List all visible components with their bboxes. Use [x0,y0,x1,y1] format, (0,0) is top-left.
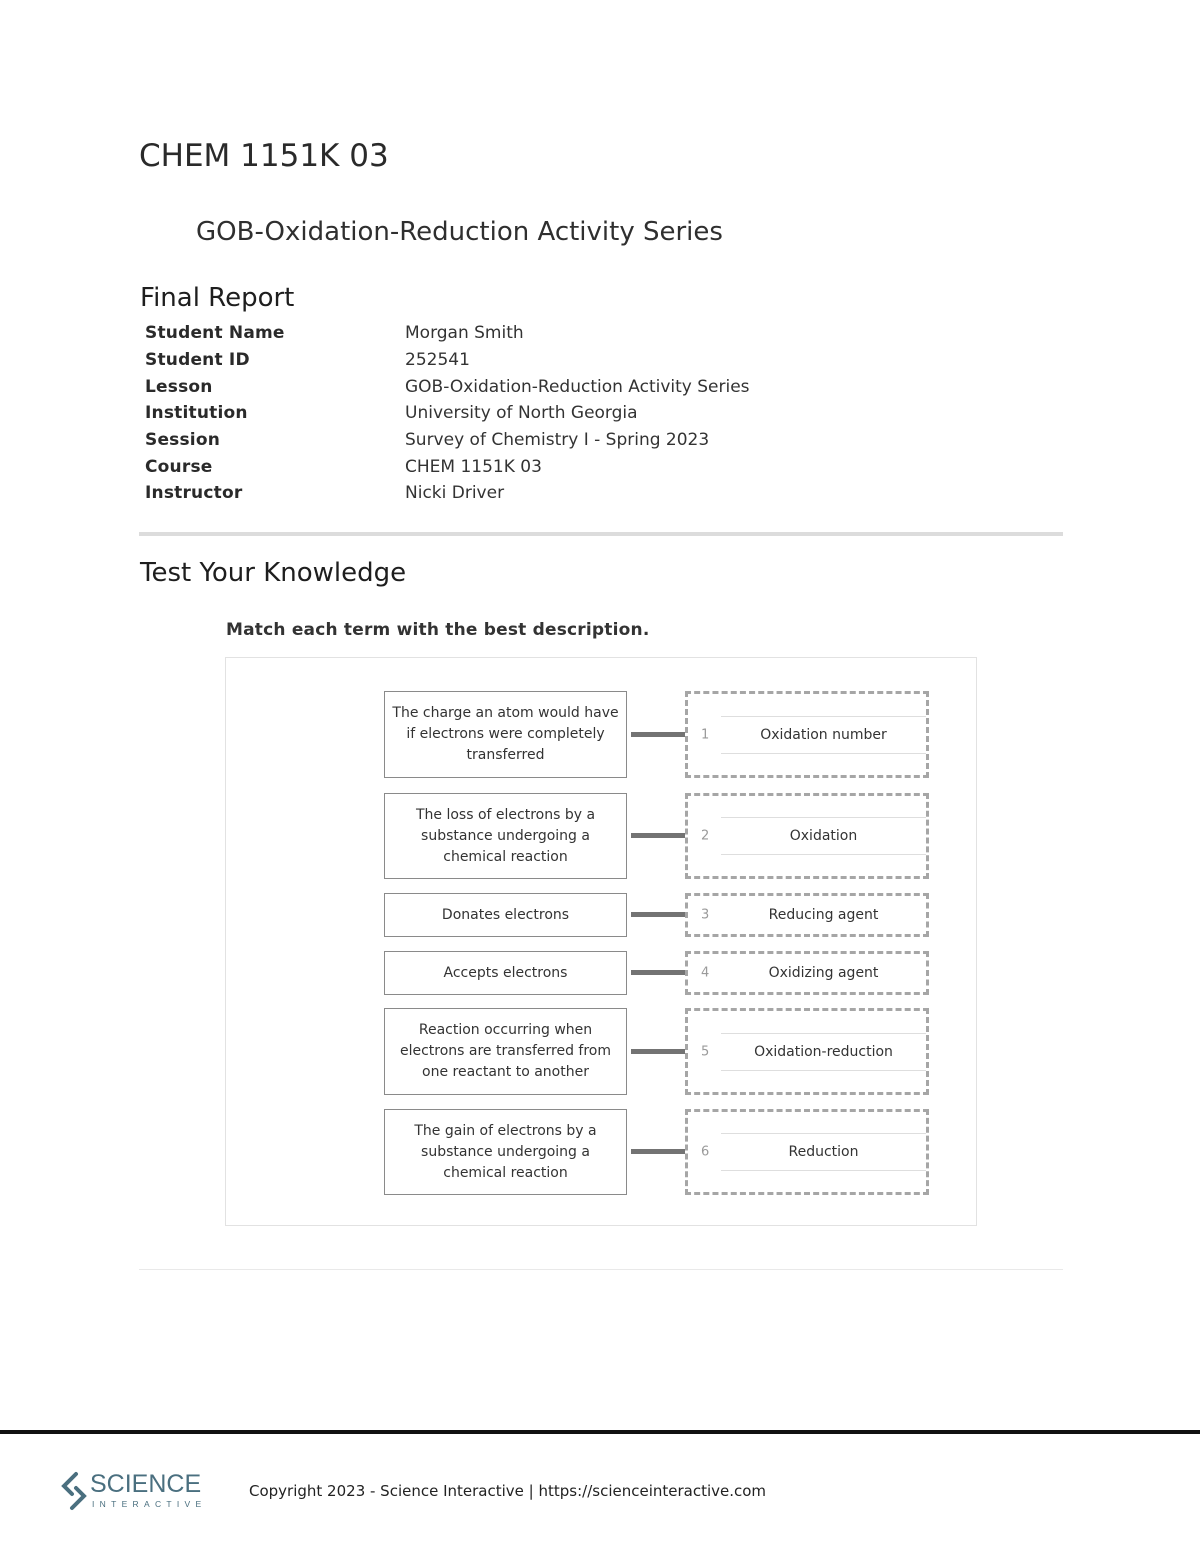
report-title: Final Report [140,283,295,313]
match-connector [631,833,685,838]
info-label: Student ID [145,350,250,371]
term-label: Oxidation-reduction [721,1033,926,1071]
info-label: Institution [145,403,248,424]
report-info-table [145,320,750,507]
section-title: Test Your Knowledge [140,558,407,588]
term-drop-slot[interactable] [685,893,929,937]
logo-subtitle: INTERACTIVE [92,1499,207,1509]
info-label: Student Name [145,323,285,344]
lesson-title: GOB-Oxidation-Reduction Activity Series [196,217,723,247]
info-row [145,320,750,347]
copyright-text: Copyright 2023 - Science Interactive | https://scienceinteractive.com [249,1482,767,1500]
section-divider [139,1269,1063,1270]
info-row [145,480,750,507]
term-label: Oxidizing agent [768,965,879,981]
info-value: Survey of Chemistry I - Spring 2023 [405,430,710,451]
info-label: Lesson [145,376,213,397]
info-value: GOB-Oxidation-Reduction Activity Series [405,376,750,397]
info-label: Course [145,456,213,477]
info-value: University of North Georgia [405,403,638,424]
info-row [145,373,750,400]
term-drop-slot[interactable] [685,1109,929,1195]
info-value: Nicki Driver [405,483,505,504]
description-card: The gain of electrons by a substance undergoing a chemical reaction [384,1109,627,1195]
info-label: Instructor [145,483,243,504]
term-label: Reducing agent [768,907,879,923]
match-connector [631,912,685,917]
term-label: Oxidation number [721,716,926,754]
description-card: Reaction occurring when electrons are transferred from one reactant to another [384,1008,627,1095]
term-drop-slot[interactable] [685,951,929,995]
description-card: The charge an atom would have if electrons were completely transferred [384,691,627,778]
footer-divider [0,1430,1200,1434]
term-number: 1 [701,727,710,742]
description-card: The loss of electrons by a substance undergoing a chemical reaction [384,793,627,879]
description-card: Accepts electrons [384,951,627,995]
match-connector [631,1149,685,1154]
course-title: CHEM 1151K 03 [139,138,389,174]
match-connector [631,732,685,737]
description-card: Donates electrons [384,893,627,937]
term-number: 5 [701,1044,710,1059]
logo-wordmark: SCIENCE [90,1470,202,1498]
term-label: Oxidation [721,817,926,855]
logo-mark-icon [64,1474,84,1508]
term-drop-slot[interactable] [685,1008,929,1095]
term-number: 2 [701,828,710,844]
term-number: 4 [701,965,710,981]
info-value: 252541 [405,350,470,371]
info-row [145,347,750,374]
term-drop-slot[interactable] [685,691,929,778]
match-connector [631,970,685,975]
term-number: 6 [701,1144,710,1160]
question-instruction: Match each term with the best description. [226,620,650,640]
match-connector [631,1049,685,1054]
term-label: Reduction [721,1133,926,1171]
info-value: Morgan Smith [405,323,524,344]
info-label: Session [145,430,221,451]
science-interactive-logo [58,1468,218,1516]
section-divider [139,532,1063,536]
info-row [145,427,750,454]
term-drop-slot[interactable] [685,793,929,879]
term-number: 3 [701,907,710,923]
info-row [145,400,750,427]
info-value: CHEM 1151K 03 [405,456,542,477]
info-row [145,453,750,480]
